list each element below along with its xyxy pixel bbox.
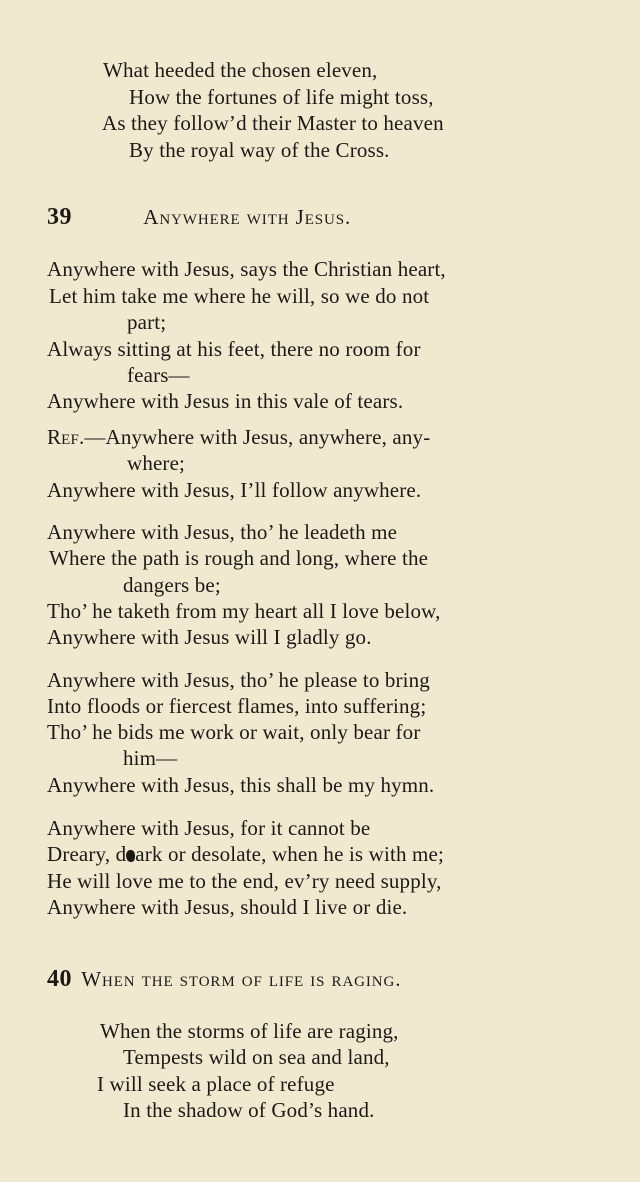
- hymn-39-verse-3-line-3: Tho’ he bids me work or wait, only bear for: [47, 720, 421, 744]
- hymn-39-refrain-line-3: Anywhere with Jesus, I’ll follow anywhere.: [47, 478, 422, 502]
- refrain-label: Ref.: [47, 425, 85, 449]
- hymn-39-heading: [47, 203, 351, 231]
- hymn-39-verse-3-line-4: him—: [123, 746, 178, 770]
- hymn-39-verse-2-line-1: Anywhere with Jesus, tho’ he leadeth me: [47, 520, 398, 544]
- hymn-39-verse-2-line-2: Where the path is rough and long, where the: [49, 546, 429, 570]
- hymn-39-verse-4-line-3: He will love me to the end, ev’ry need supply,: [47, 869, 442, 893]
- hymn-40-line-3: I will seek a place of refuge: [97, 1072, 335, 1096]
- hymn-39-verse-1-line-6: Anywhere with Jesus in this vale of tears.: [47, 389, 404, 413]
- hymn-39-verse-3-line-1: Anywhere with Jesus, tho’ he please to bring: [47, 668, 430, 692]
- hymn-39-verse-4-line-4: Anywhere with Jesus, should I live or die.: [47, 895, 408, 919]
- hymn-40-line-1: When the storms of life are raging,: [100, 1019, 399, 1043]
- hymn-39-verse-1-line-3: part;: [127, 310, 167, 334]
- top-stanza-line-4: By the royal way of the Cross.: [129, 138, 390, 162]
- hymn-40-number: 40: [47, 966, 72, 992]
- hymn-39-verse-2-line-4: Tho’ he taketh from my heart all I love below,: [47, 599, 441, 623]
- verse-4-line-2-end: ark or desolate, when he is with me;: [135, 842, 444, 866]
- hymn-39-verse-1-line-1: Anywhere with Jesus, says the Christian heart,: [47, 257, 446, 281]
- hymn-39-verse-4-line-1: Anywhere with Jesus, for it cannot be: [47, 816, 371, 840]
- hymn-40-heading: [47, 965, 401, 993]
- hymn-39-verse-3-line-5: Anywhere with Jesus, this shall be my hymn.: [47, 773, 435, 797]
- hymn-39-verse-2-line-3: dangers be;: [123, 573, 221, 597]
- hymn-39-verse-1-line-4: Always sitting at his feet, there no room for: [47, 337, 421, 361]
- hymn-39-verse-1-line-2: Let him take me where he will, so we do not: [49, 284, 430, 308]
- hymn-40-title: When the storm of life is raging.: [81, 967, 402, 991]
- verse-4-line-2-start: Dreary, d: [47, 842, 127, 866]
- hymn-39-verse-2-line-5: Anywhere with Jesus will I gladly go.: [47, 625, 372, 649]
- hymn-39-number: 39: [47, 204, 72, 230]
- hymn-39-verse-3-line-2: Into floods or fiercest flames, into suffering;: [47, 694, 427, 718]
- refrain-line-1-text: —Anywhere with Jesus, anywhere, any-: [84, 425, 431, 449]
- hymn-39-refrain-line-1: [47, 424, 430, 450]
- top-stanza-line-1: What heeded the chosen eleven,: [103, 58, 378, 82]
- ink-blot-mark: [126, 850, 135, 862]
- top-stanza-line-3: As they follow’d their Master to heaven: [102, 111, 444, 135]
- top-stanza-line-2: How the fortunes of life might toss,: [129, 85, 434, 109]
- hymn-40-line-2: Tempests wild on sea and land,: [123, 1045, 390, 1069]
- hymn-39-refrain-line-2: where;: [127, 451, 186, 475]
- hymn-39-verse-1-line-5: fears—: [127, 363, 190, 387]
- hymn-40-line-4: In the shadow of God’s hand.: [123, 1098, 375, 1122]
- hymn-39-verse-4-line-2: [47, 841, 444, 867]
- hymn-39-title: Anywhere with Jesus.: [143, 205, 352, 229]
